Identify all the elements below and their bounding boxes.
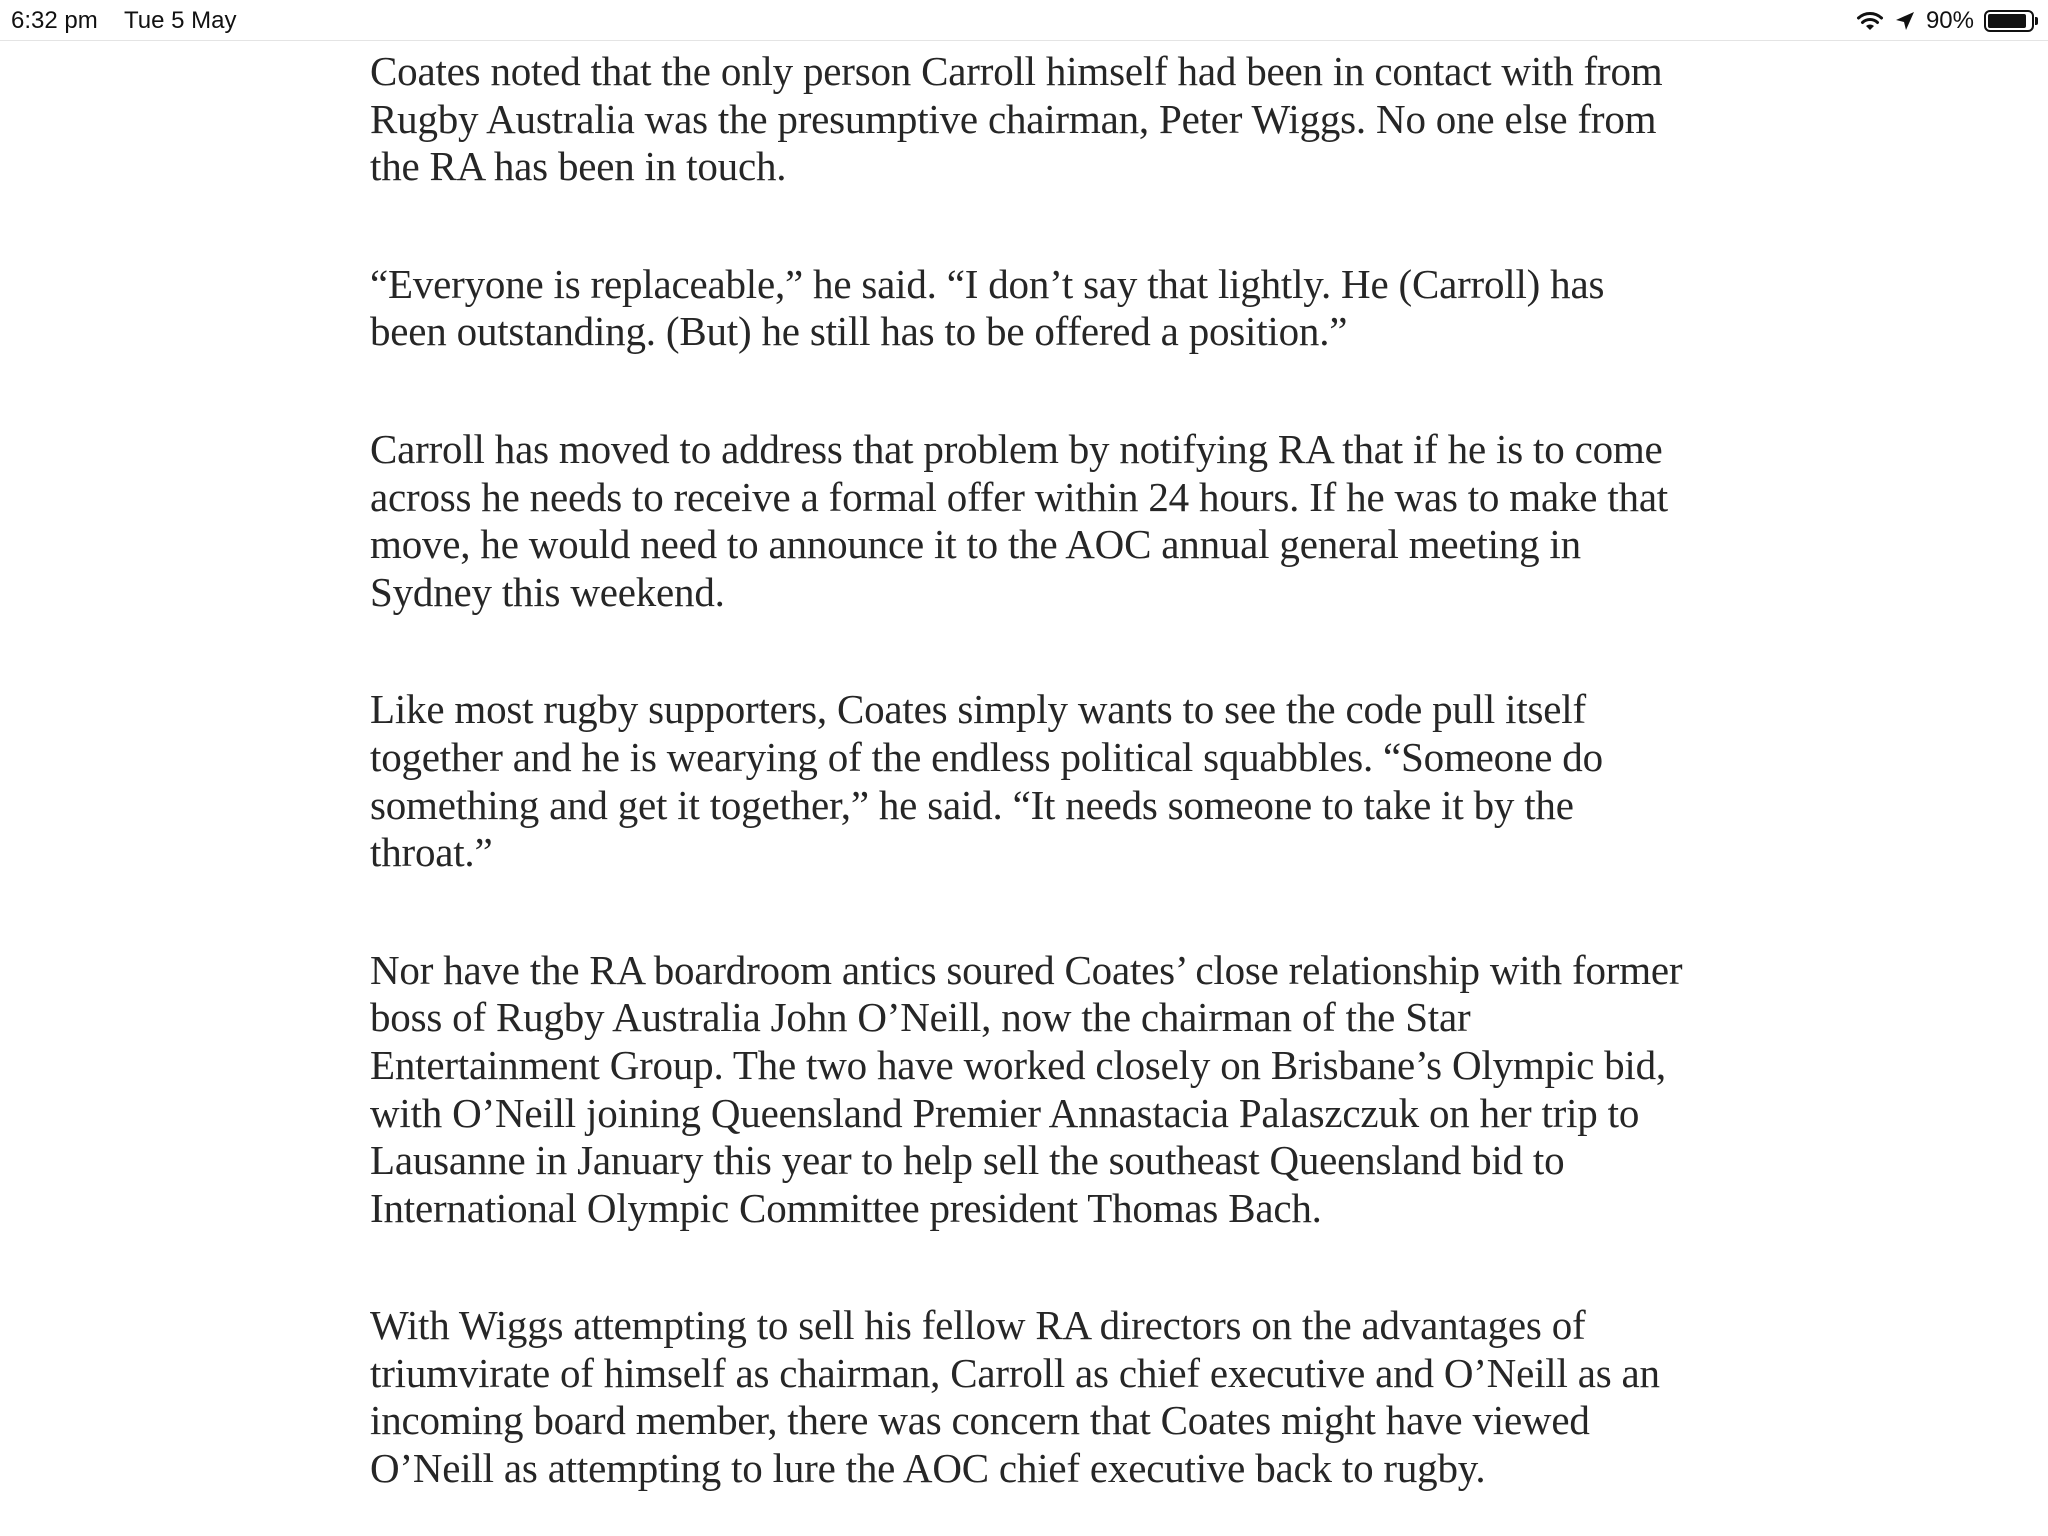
article-paragraph: Coates noted that the only person Carroll himself had been in contact with from Rugby Australia was the presumptive chairman, Peter Wiggs. No one else from the RA has been in touch. xyxy=(370,48,1663,190)
status-date: Tue 5 May xyxy=(123,7,237,34)
article-paragraph: “Everyone is replaceable,” he said. “I don’t say that lightly. He (Carroll) has been outstanding. (But) he still has to be offered a position.” xyxy=(370,260,1605,355)
article-paragraph: Nor have the RA boardroom antics soured Coates’ close relationship with former boss of Rugby Australia John O’Neill, now the chairman of the Star Entertainment Group. The two have worked closely on Brisbane’s Olympic bid, with O’Neill joining Queensland Premier Annastacia Palaszczuk on her trip to Lausanne in January this year to help sell the southeast Queensland bid to International Olympic Committee president Thomas Bach. xyxy=(370,946,1683,1231)
article-body xyxy=(370,48,1690,1536)
article-paragraph: Like most rugby supporters, Coates simply wants to see the code pull itself together and he is wearying of the endless political squabbles. “Someone do something and get it together,” he said. “It needs someone to take it by the throat.” xyxy=(370,686,1603,876)
article-paragraph: Carroll has moved to address that problem by notifying RA that if he is to come across he needs to receive a formal offer within 24 hours. If he was to make that move, he would need to announce it to the AOC annual general meeting in Sydney this weekend. xyxy=(370,425,1669,615)
status-bar-left xyxy=(11,6,236,36)
battery-level-fill xyxy=(1988,14,2026,28)
battery-icon xyxy=(1984,10,2034,32)
battery-nub xyxy=(2035,17,2038,25)
status-bar xyxy=(0,0,2048,41)
status-time: 6:32 pm xyxy=(11,7,98,34)
wifi-icon xyxy=(1856,10,1884,32)
location-arrow-icon xyxy=(1894,10,1916,32)
status-bar-right xyxy=(1856,6,2034,36)
battery-percent: 90% xyxy=(1925,7,1974,34)
article-paragraph: With Wiggs attempting to sell his fellow RA directors on the advantages of triumvirate of himself as chairman, Carroll as chief executive and O’Neill as an incoming board member, there was concern that Coates might have viewed O’Neill as attempting to lure the AOC chief executive back to rugby. xyxy=(370,1302,1660,1492)
